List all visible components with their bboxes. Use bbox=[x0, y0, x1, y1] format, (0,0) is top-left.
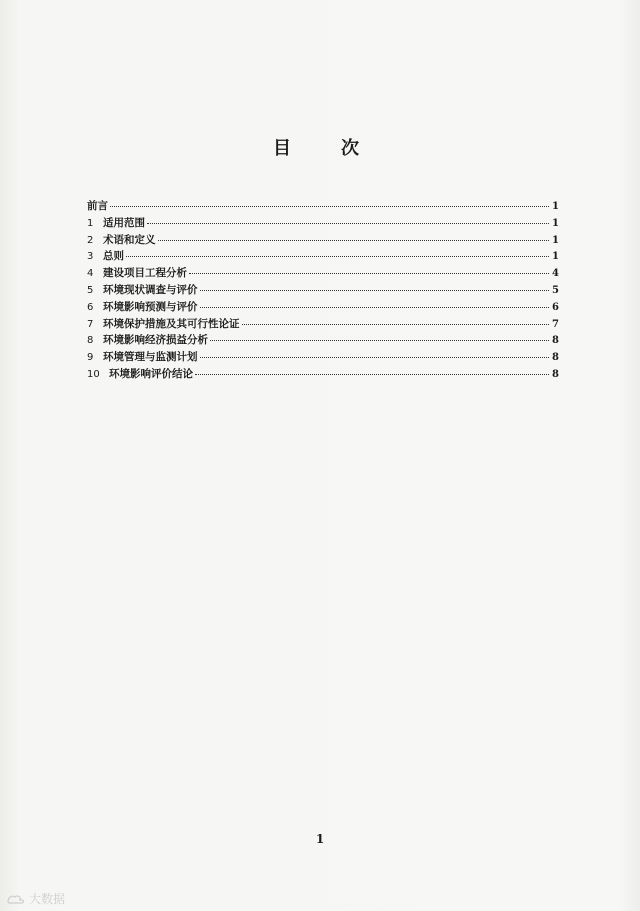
toc-label: 环境影响预测与评价 bbox=[103, 300, 198, 313]
toc-leader-dots bbox=[195, 374, 549, 375]
toc-label: 适用范围 bbox=[103, 216, 145, 229]
toc-leader-dots bbox=[200, 290, 550, 291]
toc-page-number: 8 bbox=[552, 335, 559, 347]
toc-row[interactable] bbox=[87, 215, 559, 232]
toc-number: 2 bbox=[87, 234, 94, 246]
toc-leader-dots bbox=[189, 273, 549, 274]
toc-page-number: 1 bbox=[552, 234, 559, 246]
toc-label: 术语和定义 bbox=[103, 233, 156, 246]
watermark bbox=[6, 890, 65, 907]
toc-row[interactable] bbox=[87, 265, 559, 282]
toc-label: 环境影响评价结论 bbox=[109, 367, 193, 380]
toc-leader-dots bbox=[147, 223, 549, 224]
page-number: 1 bbox=[315, 832, 325, 846]
toc-number: 1 bbox=[87, 217, 94, 229]
toc-leader-dots bbox=[242, 324, 550, 325]
toc-row[interactable] bbox=[87, 198, 559, 215]
toc-page-number: 8 bbox=[552, 352, 559, 364]
toc-leader-dots bbox=[158, 240, 550, 241]
watermark-text: 大数据 bbox=[29, 892, 66, 906]
toc-number: 5 bbox=[87, 284, 94, 296]
toc-page-number: 8 bbox=[552, 368, 559, 380]
toc-label: 环境现状调查与评价 bbox=[103, 283, 198, 296]
toc-row[interactable] bbox=[87, 366, 559, 383]
toc-row[interactable] bbox=[87, 316, 559, 333]
toc-row[interactable] bbox=[87, 282, 559, 299]
toc-row[interactable] bbox=[87, 299, 559, 316]
toc-row[interactable] bbox=[87, 332, 559, 349]
toc-number: 8 bbox=[87, 335, 94, 347]
toc-page-number: 4 bbox=[552, 268, 559, 280]
toc-page-number: 6 bbox=[552, 301, 559, 313]
toc-label: 环境管理与监测计划 bbox=[103, 351, 198, 364]
toc-leader-dots bbox=[110, 206, 549, 207]
toc-number: 3 bbox=[87, 251, 94, 263]
toc-row[interactable] bbox=[87, 248, 559, 265]
toc-label: 建设项目工程分析 bbox=[103, 267, 187, 280]
toc-leader-dots bbox=[200, 307, 550, 308]
toc-number: 6 bbox=[87, 301, 94, 313]
toc-leader-dots bbox=[210, 340, 549, 341]
toc-page-number: 7 bbox=[552, 318, 559, 330]
toc-label: 总则 bbox=[103, 250, 124, 263]
toc-page-number: 1 bbox=[552, 251, 559, 263]
page-title: 目 次 bbox=[273, 138, 375, 159]
toc-page-number: 5 bbox=[552, 284, 559, 296]
toc-page-number: 1 bbox=[552, 217, 559, 229]
toc-number: 10 bbox=[87, 368, 100, 380]
toc-row[interactable] bbox=[87, 349, 559, 366]
toc-number: 9 bbox=[87, 352, 94, 364]
toc-number: 7 bbox=[87, 318, 94, 330]
toc-page-number: 1 bbox=[552, 201, 559, 212]
toc-leader-dots bbox=[200, 357, 550, 358]
table-of-contents bbox=[87, 198, 559, 383]
watermark-logo-icon bbox=[6, 893, 26, 905]
toc-leader-dots bbox=[126, 256, 549, 257]
toc-label: 环境保护措施及其可行性论证 bbox=[103, 317, 240, 330]
toc-number: 4 bbox=[87, 268, 94, 280]
toc-row[interactable] bbox=[87, 232, 559, 249]
toc-label: 环境影响经济损益分析 bbox=[103, 334, 208, 347]
toc-label: 前言 bbox=[87, 200, 108, 212]
